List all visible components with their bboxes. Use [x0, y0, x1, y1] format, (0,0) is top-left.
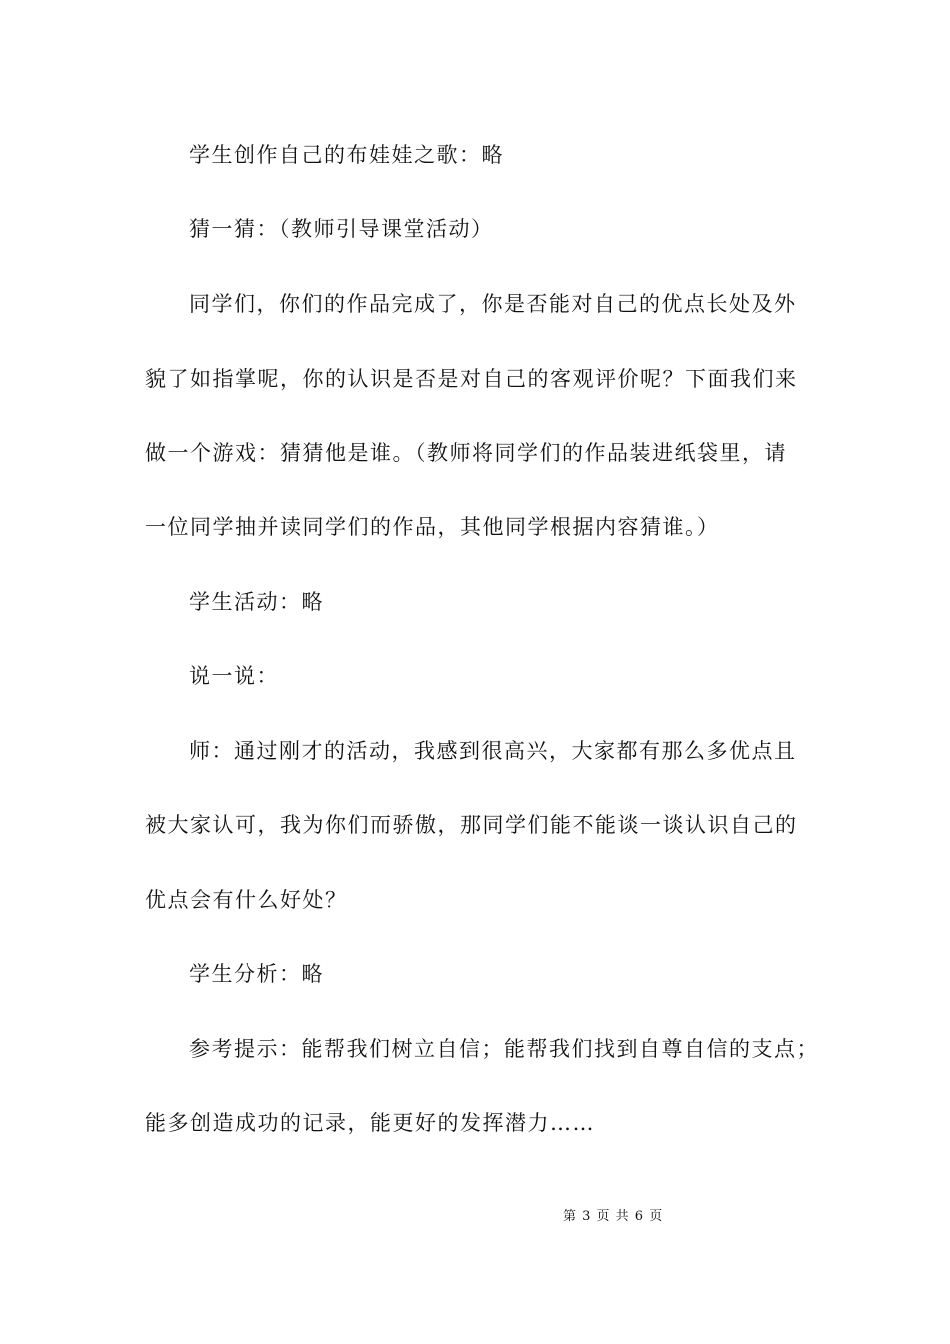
- paragraph-line: 学生创作自己的布娃娃之歌：略: [189, 143, 504, 167]
- paragraph-line: 说一说：: [189, 664, 279, 688]
- paragraph-line: 学生分析：略: [189, 962, 324, 986]
- paragraph-line: 学生活动：略: [189, 590, 324, 614]
- paragraph-line: 一位同学抽并读同学们的作品，其他同学根据内容猜谁。）: [145, 515, 720, 539]
- paragraph-line: 被大家认可，我为你们而骄傲，那同学们能不能谈一谈认识自己的: [145, 813, 798, 837]
- paragraph-line: 能多创造成功的记录，能更好的发挥潜力……: [145, 1111, 595, 1135]
- paragraph-line: 参考提示：能帮我们树立自信；能帮我们找到自尊自信的支点；: [189, 1037, 819, 1061]
- page-number-footer: 第 3 页 共 6 页: [563, 1209, 664, 1224]
- paragraph-line: 貌了如指掌呢，你的认识是否是对自己的客观评价呢？下面我们来: [145, 367, 798, 391]
- paragraph-line: 同学们，你们的作品完成了，你是否能对自己的优点长处及外: [189, 292, 797, 316]
- paragraph-line: 做一个游戏：猜猜他是谁。（教师将同学们的作品装进纸袋里，请: [145, 441, 787, 465]
- paragraph-line: 师：通过刚才的活动，我感到很高兴，大家都有那么多优点且: [189, 739, 797, 763]
- paragraph-line: 猜一猜：（教师引导课堂活动）: [189, 217, 494, 241]
- paragraph-line: 优点会有什么好处？: [145, 888, 348, 912]
